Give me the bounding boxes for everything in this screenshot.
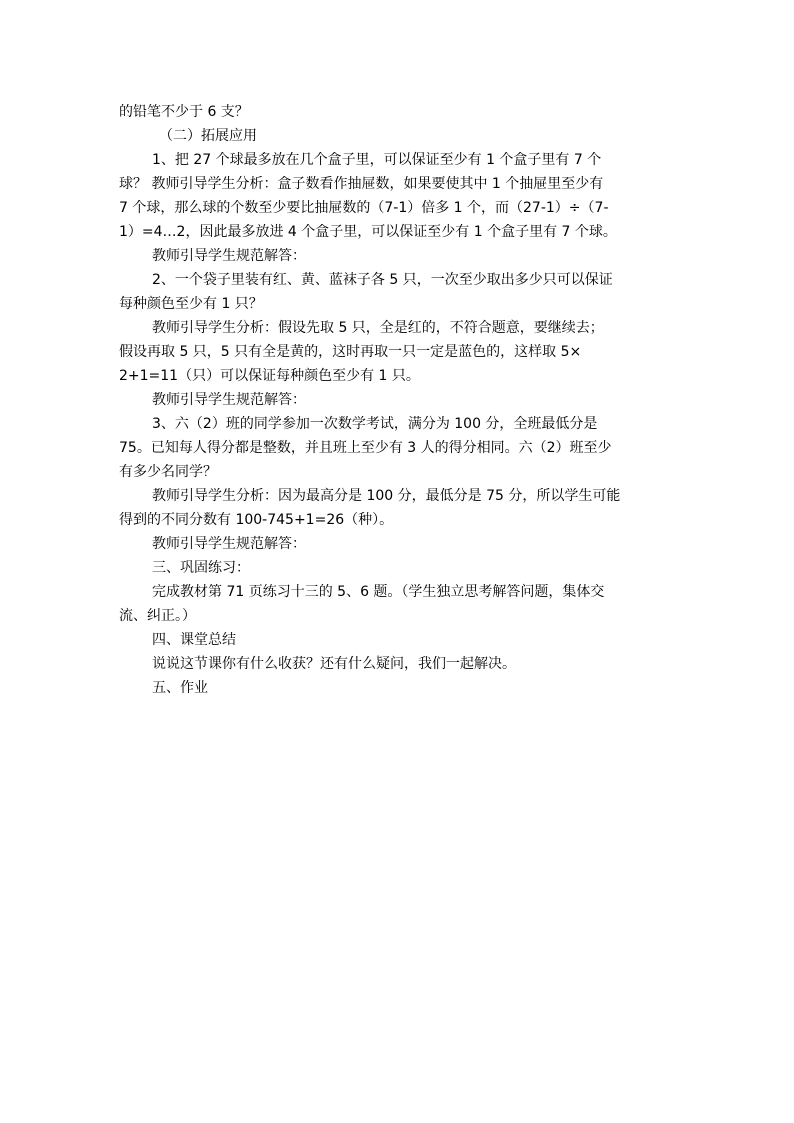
section-heading: 四、课堂总结: [152, 632, 236, 648]
text-line: 教师引导学生规范解答：: [152, 392, 306, 408]
text-line: 假设再取 5 只，5 只有全是黄的，这时再取一只一定是蓝色的，这样取 5×: [119, 344, 582, 360]
text-line: 教师引导学生分析：假设先取 5 只，全是红的，不符合题意，要继续去；: [152, 320, 604, 336]
section-heading: 三、巩固练习：: [152, 560, 250, 576]
text-line: 完成教材第 71 页练习十三的 5、6 题。（学生独立思考解答问题，集体交: [152, 584, 605, 600]
text-line: 1）=4…2，因此最多放进 4 个盒子里，可以保证至少有 1 个盒子里有 7 个球。: [119, 224, 617, 240]
document-body: [119, 100, 675, 700]
text-line: 1、把 27 个球最多放在几个盒子里，可以保证至少有 1 个盒子里有 7 个: [152, 152, 602, 168]
text-line: 流、纠正。）: [119, 608, 196, 624]
text-line: 的铅笔不少于 6 支？: [119, 104, 249, 120]
section-heading: （二）拓展应用: [159, 128, 257, 144]
text-line: 3、六（2）班的同学参加一次数学考试，满分为 100 分，全班最低分是: [152, 416, 598, 432]
text-line: 得到的不同分数有 100-745+1=26（种）。: [119, 512, 394, 528]
text-line: 每种颜色至少有 1 只？: [119, 296, 263, 312]
text-line: 2+1=11（只）可以保证每种颜色至少有 1 只。: [119, 368, 420, 384]
section-heading: 五、作业: [152, 680, 208, 696]
text-line: 球？ 教师引导学生分析：盒子数看作抽屉数，如果要使其中 1 个抽屉里至少有: [119, 176, 604, 192]
text-line: 75。已知每人得分都是整数，并且班上至少有 3 人的得分相同。六（2）班至少: [119, 440, 612, 456]
text-line: 2、一个袋子里装有红、黄、蓝袜子各 5 只，一次至少取出多少只可以保证: [152, 272, 613, 288]
text-line: 说说这节课你有什么收获？还有什么疑问，我们一起解决。: [152, 656, 516, 672]
text-line: 教师引导学生规范解答：: [152, 248, 306, 264]
text-line: 7 个球，那么球的个数至少要比抽屉数的（7-1）倍多 1 个，而（27-1）÷（7-: [119, 200, 609, 216]
text-line: 有多少名同学？: [119, 464, 217, 480]
text-line: 教师引导学生规范解答：: [152, 536, 306, 552]
text-line: 教师引导学生分析：因为最高分是 100 分，最低分是 75 分，所以学生可能: [152, 488, 621, 504]
